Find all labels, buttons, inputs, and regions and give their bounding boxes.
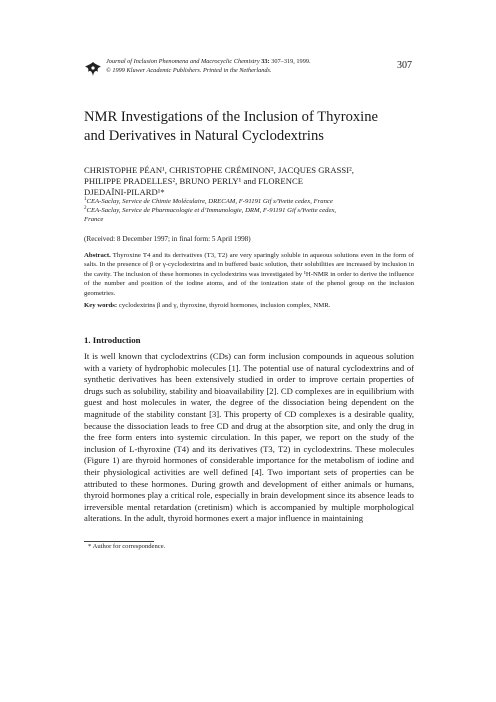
abstract-label: Abstract.	[84, 252, 111, 259]
journal-citation	[106, 58, 311, 75]
affiliation-2-line-2: France	[84, 216, 104, 224]
kluwer-logo-icon	[84, 61, 102, 77]
affiliation-1: CEA-Saclay, Service de Chimie Moléculaire, DRECAM, F-91191 Gif s/Yvette cedex, France	[86, 198, 333, 205]
author-list	[84, 165, 414, 198]
keywords-label: Key words:	[84, 302, 118, 309]
journal-name: Journal of Inclusion Phenomena and Macrocyclic Chemistry	[106, 58, 260, 65]
authors-line-1: CHRISTOPHE PÉAN¹, CHRISTOPHE CRÉMINON², JACQUES GRASSI²,	[84, 165, 354, 175]
affiliation-2-line-1: CEA-Saclay, Service de Pharmacologie et d’Immunologie, DRM, F-91191 Gif s/Yvette cedex,	[86, 207, 337, 215]
authors-line-3: DJEDAÏNI-PILARD¹*	[84, 187, 165, 197]
authors-line-2: PHILIPPE PRADELLES², BRUNO PERLY¹ and FLORENCE	[84, 176, 304, 186]
journal-copyright: © 1999 Kluwer Academic Publishers. Printed in the Netherlands.	[106, 66, 272, 74]
journal-pages-year: 307–319, 1999.	[271, 58, 311, 65]
page-number: 307	[397, 60, 412, 71]
title-line-2: and Derivatives in Natural Cyclodextrins	[84, 128, 324, 144]
affiliations	[84, 197, 414, 224]
footnote: * Author for correspondence.	[88, 543, 166, 550]
paper-title	[84, 108, 414, 146]
keywords	[84, 301, 414, 310]
intro-paragraph: It is well known that cyclodextrins (CDs) can form inclusion compounds in aqueous solution with a variety of hydrophobic molecules [1]. The potential use of natural cyclodextrins and of synthetic derivatives has been extensively studied in order to improve certain properties of drugs such as solubility, stability and bioavailability [2]. CD complexes are in equilibrium with guest and host molecules in water, the degree of the dissociation being dependent on the magnitude of the stability constant [3]. This property of CD complexes is a desirable quality, because the dissociation leads to free CD and drug at the absorption site, and only the drug in the free form enters into systemic circulation. In this paper, we report on the study of the inclusion of L-thyroxine (T4) and its derivatives (T3, T2) in cyclodextrins. These molecules (Figure 1) are thyroid hormones of considerable importance for the metabolism of iodine and their physiological activities are well defined [4]. Two important sets of properties can be attributed to these hormones. During growth and development of either animals or humans, thyroid hormones play a critical role, especially in brain development since its absence leads to irreversible mental retardation (cretinism) which is accompanied by multiple morphological alterations. In the adult, thyroid hormones exert a major influence in maintaining	[84, 351, 414, 524]
section-heading: 1. Introduction	[84, 335, 141, 345]
title-line-1: NMR Investigations of the Inclusion of Thyroxine	[84, 109, 378, 125]
abstract	[84, 251, 414, 298]
keywords-text: cyclodextrins β and γ, thyroxine, thyroid hormones, inclusion complex, NMR.	[118, 302, 331, 309]
received-dates: (Received: 8 December 1997; in final form: 5 April 1998)	[84, 235, 251, 243]
affiliation-2-mark: 2	[84, 205, 87, 211]
journal-volume: 33:	[261, 58, 270, 65]
abstract-text: Thyroxine T4 and its derivatives (T3, T2) are very sparingly soluble in aqueous solutions even in the form of salts. In the presence of β or γ-cyclodextrins and in buffered basic solution, their solubilities are increased by inclusion in the cavity. The inclusion of these hormones in cyclodextrins was investigated by ¹H-NMR in order to derive the influence of the number and position of the iodine atoms, and of the ionization state of the phenol group on the inclusion geometries.	[84, 252, 414, 297]
affiliation-1-mark: 1	[84, 196, 87, 202]
